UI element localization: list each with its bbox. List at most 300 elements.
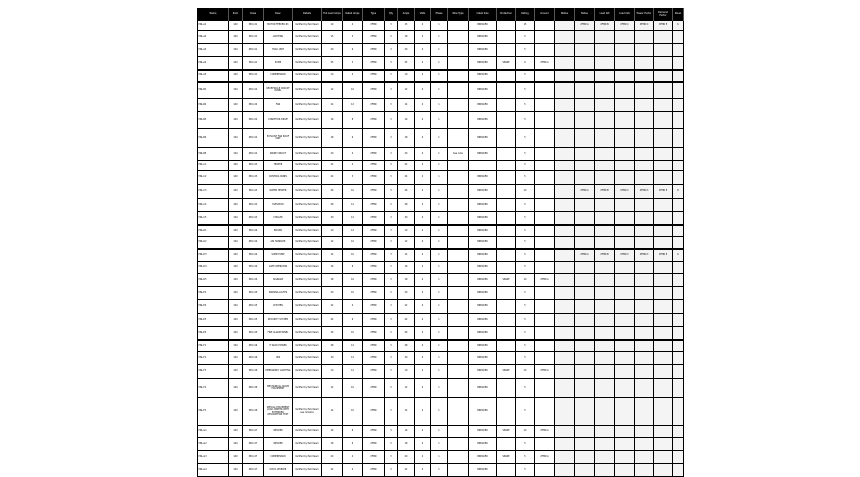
table-cell[interactable]: 3 <box>385 287 398 300</box>
table-cell[interactable]: 3 <box>385 31 398 44</box>
table-cell[interactable]: 5 <box>516 262 535 274</box>
table-cell[interactable] <box>497 300 516 314</box>
table-cell[interactable] <box>615 451 635 464</box>
table-cell[interactable] <box>497 212 516 225</box>
table-cell[interactable]: 3 <box>385 112 398 129</box>
table-cell[interactable] <box>635 464 654 477</box>
table-cell[interactable] <box>615 379 635 398</box>
table-cell[interactable]: Verified by field team <box>293 287 322 300</box>
table-cell[interactable] <box>673 379 684 398</box>
table-cell[interactable] <box>654 300 673 314</box>
table-cell[interactable] <box>575 237 595 249</box>
table-cell[interactable] <box>635 287 654 300</box>
table-cell[interactable]: 3 <box>385 212 398 225</box>
table-cell[interactable]: SPARE <box>497 365 516 379</box>
table-cell[interactable] <box>555 57 575 70</box>
table-cell[interactable]: 100 <box>229 327 243 340</box>
table-cell[interactable]: 5 <box>516 112 535 129</box>
table-cell[interactable]: Verified by field team <box>293 112 322 129</box>
table-cell[interactable] <box>673 171 684 185</box>
table-cell[interactable]: 100 <box>229 199 243 212</box>
table-cell[interactable] <box>448 70 469 82</box>
table-cell[interactable] <box>535 340 555 352</box>
column-header[interactable]: Phase <box>431 9 448 21</box>
table-cell[interactable]: 100 <box>229 185 243 199</box>
table-cell[interactable] <box>595 464 615 477</box>
table-cell[interactable] <box>575 464 595 477</box>
table-cell[interactable]: 4 <box>415 99 431 112</box>
table-cell[interactable]: 5 <box>516 352 535 365</box>
table-cell[interactable]: PNL-D5 <box>198 274 229 287</box>
column-header[interactable]: Notes <box>575 9 595 21</box>
table-cell[interactable]: 18 <box>398 438 415 451</box>
table-cell[interactable]: PNL-A3 <box>198 44 229 57</box>
table-cell[interactable]: 24 <box>398 314 415 327</box>
table-cell[interactable] <box>654 451 673 464</box>
table-cell[interactable]: BREAKER <box>469 237 497 249</box>
table-cell[interactable]: BREAKER <box>469 426 497 438</box>
table-cell[interactable] <box>575 82 595 99</box>
table-cell[interactable]: 100 <box>229 352 243 365</box>
table-cell[interactable]: 20 <box>398 148 415 161</box>
table-cell[interactable] <box>555 451 575 464</box>
table-cell[interactable] <box>448 352 469 365</box>
table-cell[interactable]: 6 <box>673 21 684 31</box>
table-cell[interactable] <box>497 171 516 185</box>
table-cell[interactable]: XFMR <box>363 249 385 262</box>
table-cell[interactable] <box>615 99 635 112</box>
table-cell[interactable]: 4 <box>415 171 431 185</box>
table-cell[interactable]: 18 <box>398 31 415 44</box>
table-cell[interactable] <box>673 112 684 129</box>
table-cell[interactable] <box>673 300 684 314</box>
table-cell[interactable] <box>555 426 575 438</box>
table-cell[interactable] <box>673 212 684 225</box>
table-cell[interactable]: Verified by field team <box>293 148 322 161</box>
table-cell[interactable] <box>448 438 469 451</box>
table-cell[interactable] <box>654 379 673 398</box>
table-cell[interactable]: PNL-A4 <box>198 57 229 70</box>
table-cell[interactable] <box>615 171 635 185</box>
table-cell[interactable]: MCC-01 <box>243 21 264 31</box>
table-cell[interactable]: PNL-A2 <box>198 31 229 44</box>
table-cell[interactable]: MCC-02 <box>243 129 264 148</box>
table-cell[interactable]: PNL-F1 <box>198 340 229 352</box>
table-cell[interactable] <box>595 398 615 426</box>
table-cell[interactable] <box>448 249 469 262</box>
table-cell[interactable]: 8 <box>343 112 363 129</box>
table-cell[interactable] <box>673 82 684 99</box>
column-header[interactable]: Demand Factor <box>654 9 673 21</box>
table-cell[interactable] <box>635 212 654 225</box>
table-cell[interactable]: 5 <box>516 237 535 249</box>
table-cell[interactable]: 10 <box>343 379 363 398</box>
table-cell[interactable]: Verified by field team <box>293 340 322 352</box>
table-cell[interactable]: 100 <box>229 314 243 327</box>
table-cell[interactable]: SPARE <box>497 274 516 287</box>
table-cell[interactable] <box>497 129 516 148</box>
table-cell[interactable] <box>575 225 595 237</box>
table-cell[interactable]: MCC-06 <box>243 340 264 352</box>
table-cell[interactable] <box>535 327 555 340</box>
table-cell[interactable] <box>575 112 595 129</box>
table-cell[interactable] <box>575 44 595 57</box>
table-cell[interactable] <box>555 438 575 451</box>
table-cell[interactable]: 5 <box>516 171 535 185</box>
table-cell[interactable] <box>595 426 615 438</box>
table-cell[interactable]: Verified by field team <box>293 327 322 340</box>
table-cell[interactable] <box>595 129 615 148</box>
table-cell[interactable] <box>555 99 575 112</box>
table-cell[interactable] <box>497 148 516 161</box>
table-cell[interactable]: BREAKER <box>469 287 497 300</box>
table-cell[interactable] <box>615 199 635 212</box>
table-cell[interactable] <box>595 314 615 327</box>
table-cell[interactable]: XFMR <box>363 44 385 57</box>
table-cell[interactable]: XFMR <box>363 57 385 70</box>
table-cell[interactable] <box>635 451 654 464</box>
table-cell[interactable]: 28 <box>322 199 343 212</box>
table-cell[interactable] <box>575 171 595 185</box>
table-cell[interactable]: BREAKER <box>469 379 497 398</box>
table-cell[interactable] <box>448 274 469 287</box>
table-cell[interactable] <box>615 274 635 287</box>
table-cell[interactable] <box>535 314 555 327</box>
table-cell[interactable]: 100 <box>229 148 243 161</box>
column-header[interactable]: Wire Type <box>448 9 469 21</box>
table-cell[interactable]: 100 <box>229 340 243 352</box>
table-cell[interactable]: 100 <box>229 82 243 99</box>
table-cell[interactable] <box>654 274 673 287</box>
table-cell[interactable]: 4 <box>343 70 363 82</box>
table-cell[interactable]: Verified by field team <box>293 464 322 477</box>
table-cell[interactable]: XFMR C <box>615 21 635 31</box>
table-cell[interactable]: 10 <box>322 225 343 237</box>
table-cell[interactable]: XFMR <box>363 82 385 99</box>
table-cell[interactable]: 3 <box>385 464 398 477</box>
table-cell[interactable]: LIGHTING <box>264 31 293 44</box>
table-cell[interactable] <box>535 249 555 262</box>
table-cell[interactable]: MCC-06 <box>243 379 264 398</box>
table-cell[interactable]: 25 <box>398 57 415 70</box>
table-cell[interactable]: MCC-03 <box>243 199 264 212</box>
table-cell[interactable]: See note <box>448 148 469 161</box>
table-cell[interactable]: 1 <box>431 398 448 426</box>
table-cell[interactable] <box>615 314 635 327</box>
table-cell[interactable] <box>448 82 469 99</box>
table-cell[interactable]: 16 <box>398 112 415 129</box>
table-cell[interactable]: PNL-E3 <box>198 314 229 327</box>
table-cell[interactable] <box>497 327 516 340</box>
table-cell[interactable]: 20 <box>398 44 415 57</box>
table-cell[interactable]: MCC-02 <box>243 99 264 112</box>
table-cell[interactable]: 18 <box>398 129 415 148</box>
table-cell[interactable] <box>555 287 575 300</box>
table-cell[interactable]: Verified by field team <box>293 185 322 199</box>
table-cell[interactable]: 14 <box>322 99 343 112</box>
table-cell[interactable]: 4 <box>415 464 431 477</box>
table-cell[interactable] <box>654 225 673 237</box>
table-cell[interactable]: 10 <box>516 426 535 438</box>
table-cell[interactable]: BREAKER <box>469 464 497 477</box>
table-cell[interactable] <box>497 237 516 249</box>
table-cell[interactable]: MCC-05 <box>243 314 264 327</box>
table-cell[interactable]: 4 <box>415 70 431 82</box>
table-cell[interactable]: 24 <box>322 314 343 327</box>
table-cell[interactable] <box>575 199 595 212</box>
table-cell[interactable]: 16 <box>398 262 415 274</box>
table-cell[interactable]: MCC-06 <box>243 352 264 365</box>
table-cell[interactable]: 4 <box>415 438 431 451</box>
table-cell[interactable]: 4 <box>415 314 431 327</box>
table-cell[interactable]: BREAKER <box>469 31 497 44</box>
table-cell[interactable]: 4 <box>415 57 431 70</box>
column-header[interactable]: Load kW <box>595 9 615 21</box>
table-cell[interactable] <box>635 129 654 148</box>
table-cell[interactable] <box>635 225 654 237</box>
table-cell[interactable] <box>595 365 615 379</box>
table-cell[interactable]: XFMR <box>363 31 385 44</box>
table-cell[interactable] <box>448 99 469 112</box>
table-cell[interactable]: 30 <box>322 352 343 365</box>
table-cell[interactable] <box>595 148 615 161</box>
table-cell[interactable] <box>448 287 469 300</box>
table-cell[interactable]: Verified by field team <box>293 171 322 185</box>
table-cell[interactable] <box>673 262 684 274</box>
table-cell[interactable] <box>673 398 684 426</box>
table-cell[interactable]: 14 <box>322 398 343 426</box>
table-cell[interactable]: MCC-04 <box>243 274 264 287</box>
table-cell[interactable] <box>595 237 615 249</box>
table-cell[interactable]: 28 <box>398 199 415 212</box>
table-cell[interactable]: 18 <box>322 438 343 451</box>
column-header[interactable]: Protection <box>497 9 516 21</box>
table-cell[interactable] <box>448 129 469 148</box>
table-cell[interactable]: Verified by field team <box>293 31 322 44</box>
table-cell[interactable]: PUMP <box>264 57 293 70</box>
table-cell[interactable]: BREAKER <box>469 99 497 112</box>
table-cell[interactable] <box>595 225 615 237</box>
table-cell[interactable] <box>555 82 575 99</box>
table-cell[interactable]: 3 <box>385 44 398 57</box>
table-cell[interactable]: 5 <box>516 99 535 112</box>
table-cell[interactable]: 12 <box>343 340 363 352</box>
table-cell[interactable]: 10 <box>343 274 363 287</box>
table-cell[interactable] <box>595 70 615 82</box>
table-cell[interactable] <box>575 161 595 171</box>
table-cell[interactable]: 4 <box>415 225 431 237</box>
table-cell[interactable]: CONVEYOR DRIVE <box>264 112 293 129</box>
table-cell[interactable] <box>615 70 635 82</box>
table-cell[interactable]: 1 <box>431 464 448 477</box>
table-cell[interactable] <box>555 129 575 148</box>
table-cell[interactable] <box>535 185 555 199</box>
table-cell[interactable]: MCC-05 <box>243 327 264 340</box>
table-cell[interactable] <box>654 148 673 161</box>
table-cell[interactable]: 16 <box>398 426 415 438</box>
table-cell[interactable]: MCC-04 <box>243 262 264 274</box>
table-cell[interactable] <box>448 185 469 199</box>
column-header[interactable]: Power Factor <box>635 9 654 21</box>
table-cell[interactable]: XFMR <box>363 340 385 352</box>
table-cell[interactable] <box>497 340 516 352</box>
table-cell[interactable] <box>555 300 575 314</box>
table-cell[interactable] <box>615 352 635 365</box>
table-cell[interactable] <box>535 262 555 274</box>
table-cell[interactable] <box>575 148 595 161</box>
table-cell[interactable] <box>654 352 673 365</box>
table-cell[interactable] <box>448 379 469 398</box>
table-cell[interactable] <box>497 464 516 477</box>
table-cell[interactable]: 10 <box>343 82 363 99</box>
table-cell[interactable]: XFMR A <box>535 365 555 379</box>
table-cell[interactable]: COMPRESSOR <box>264 451 293 464</box>
table-cell[interactable] <box>615 31 635 44</box>
table-cell[interactable]: 5 <box>516 249 535 262</box>
table-cell[interactable]: 3 <box>385 249 398 262</box>
table-cell[interactable]: GATE OPERATOR <box>264 262 293 274</box>
table-cell[interactable] <box>555 70 575 82</box>
table-cell[interactable]: Verified by field team <box>293 300 322 314</box>
table-cell[interactable] <box>555 44 575 57</box>
table-cell[interactable]: 1 <box>431 352 448 365</box>
table-cell[interactable]: XFMR A <box>575 185 595 199</box>
table-cell[interactable]: PNL-A5 <box>198 70 229 82</box>
table-cell[interactable] <box>595 352 615 365</box>
table-cell[interactable] <box>575 57 595 70</box>
table-cell[interactable] <box>448 426 469 438</box>
table-cell[interactable]: 26 <box>322 327 343 340</box>
table-cell[interactable]: 22 <box>398 161 415 171</box>
table-cell[interactable] <box>615 426 635 438</box>
table-cell[interactable] <box>635 438 654 451</box>
table-cell[interactable]: XFMR <box>363 464 385 477</box>
table-cell[interactable] <box>555 352 575 365</box>
table-cell[interactable] <box>497 70 516 82</box>
table-cell[interactable]: 100 <box>229 44 243 57</box>
table-cell[interactable]: 100 <box>229 287 243 300</box>
table-cell[interactable]: 4 <box>415 379 431 398</box>
table-cell[interactable] <box>595 44 615 57</box>
table-cell[interactable]: 10 <box>398 225 415 237</box>
table-cell[interactable]: 3 <box>385 314 398 327</box>
table-cell[interactable]: XFMR <box>363 212 385 225</box>
table-cell[interactable]: 100 <box>229 70 243 82</box>
table-cell[interactable]: MCC-01 <box>243 44 264 57</box>
table-cell[interactable]: 100 <box>229 129 243 148</box>
table-cell[interactable] <box>654 262 673 274</box>
table-cell[interactable]: 5 <box>516 199 535 212</box>
table-cell[interactable]: 20 <box>398 287 415 300</box>
table-cell[interactable]: 28 <box>398 340 415 352</box>
table-cell[interactable]: 1 <box>431 365 448 379</box>
table-cell[interactable]: BREAKER <box>469 82 497 99</box>
table-cell[interactable]: 100 <box>229 57 243 70</box>
table-cell[interactable]: 3 <box>385 398 398 426</box>
table-cell[interactable]: 3 <box>385 82 398 99</box>
table-cell[interactable] <box>535 237 555 249</box>
table-cell[interactable]: XFMR D <box>635 21 654 31</box>
table-cell[interactable] <box>615 129 635 148</box>
table-cell[interactable]: 1 <box>431 237 448 249</box>
table-cell[interactable] <box>673 438 684 451</box>
table-cell[interactable]: 3 <box>385 365 398 379</box>
table-cell[interactable]: PNL-G3 <box>198 451 229 464</box>
table-cell[interactable] <box>635 300 654 314</box>
table-cell[interactable] <box>555 340 575 352</box>
table-cell[interactable]: MCC-03 <box>243 212 264 225</box>
table-cell[interactable]: 15 <box>322 31 343 44</box>
table-cell[interactable]: BREAKER <box>469 57 497 70</box>
table-cell[interactable]: 24 <box>322 171 343 185</box>
table-cell[interactable]: Verified by field team <box>293 161 322 171</box>
table-cell[interactable]: XFMR <box>363 300 385 314</box>
table-cell[interactable]: Verified by field team <box>293 365 322 379</box>
table-cell[interactable]: 25 <box>322 57 343 70</box>
table-cell[interactable] <box>575 451 595 464</box>
table-cell[interactable]: 5 <box>516 148 535 161</box>
table-cell[interactable]: 3 <box>385 262 398 274</box>
table-cell[interactable]: 100 <box>229 438 243 451</box>
table-cell[interactable]: 6 <box>343 314 363 327</box>
table-cell[interactable]: XFMR D <box>635 249 654 262</box>
table-cell[interactable]: XFMR <box>363 225 385 237</box>
table-cell[interactable]: 8 <box>673 185 684 199</box>
table-cell[interactable]: XFMR <box>363 274 385 287</box>
table-cell[interactable]: MCC-03 <box>243 171 264 185</box>
table-cell[interactable]: 18 <box>398 274 415 287</box>
table-cell[interactable]: 3 <box>385 340 398 352</box>
table-cell[interactable]: 6 <box>343 44 363 57</box>
table-cell[interactable] <box>555 185 575 199</box>
table-cell[interactable] <box>635 44 654 57</box>
table-cell[interactable] <box>448 44 469 57</box>
table-cell[interactable]: BREAKER <box>469 225 497 237</box>
table-cell[interactable]: HVAC UNIT <box>264 44 293 57</box>
table-cell[interactable] <box>595 31 615 44</box>
table-cell[interactable] <box>555 199 575 212</box>
table-cell[interactable] <box>654 70 673 82</box>
table-cell[interactable] <box>595 161 615 171</box>
table-cell[interactable]: 100 <box>229 379 243 398</box>
table-cell[interactable] <box>448 57 469 70</box>
table-cell[interactable]: 4 <box>415 340 431 352</box>
table-cell[interactable] <box>535 161 555 171</box>
table-cell[interactable] <box>673 148 684 161</box>
table-cell[interactable] <box>497 438 516 451</box>
table-cell[interactable]: XFMR B <box>595 249 615 262</box>
table-cell[interactable]: MOTOR FEEDER #1 <box>264 21 293 31</box>
table-cell[interactable]: PNL-G1 <box>198 426 229 438</box>
table-cell[interactable] <box>615 438 635 451</box>
table-cell[interactable] <box>635 365 654 379</box>
table-cell[interactable] <box>615 82 635 99</box>
table-cell[interactable]: 4 <box>343 451 363 464</box>
table-cell[interactable]: 3 <box>385 185 398 199</box>
table-cell[interactable]: 5 <box>516 379 535 398</box>
table-cell[interactable] <box>615 464 635 477</box>
table-cell[interactable] <box>654 327 673 340</box>
table-cell[interactable]: XFMR <box>363 99 385 112</box>
table-cell[interactable] <box>535 171 555 185</box>
column-header[interactable]: Full Load Amps <box>322 9 343 21</box>
table-cell[interactable] <box>654 99 673 112</box>
table-cell[interactable]: PNL-D2 <box>198 237 229 249</box>
table-cell[interactable]: 1 <box>431 451 448 464</box>
table-cell[interactable]: 4 <box>415 398 431 426</box>
table-cell[interactable]: BREAKER <box>469 171 497 185</box>
table-cell[interactable]: 22 <box>398 300 415 314</box>
